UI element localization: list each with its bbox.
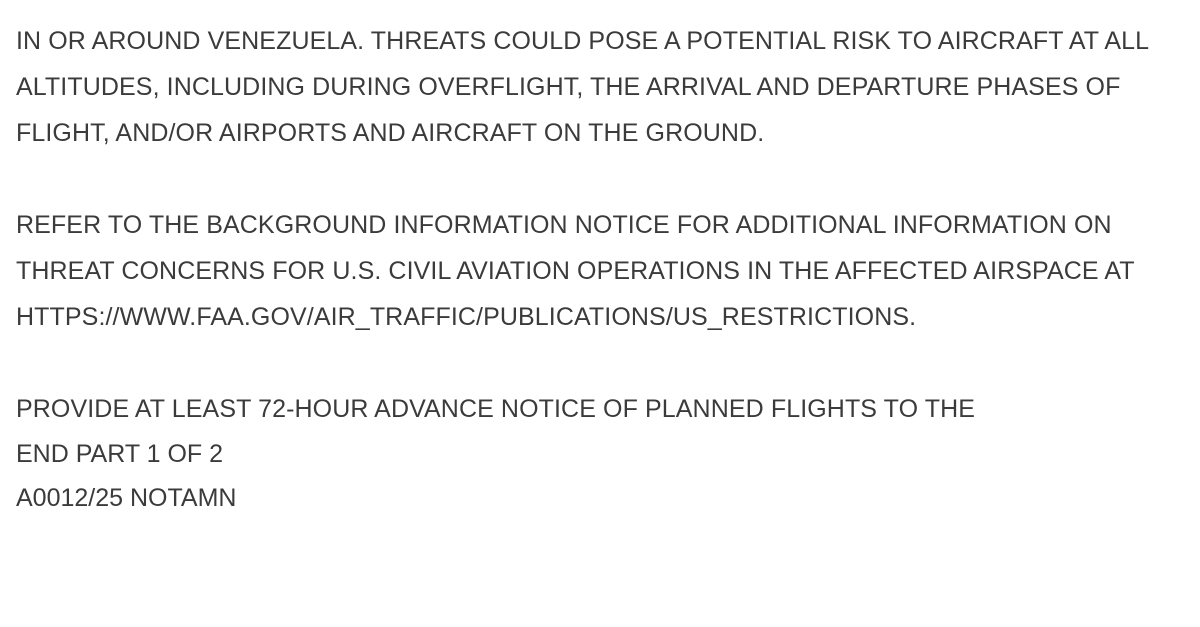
notam-paragraph-reference: REFER TO THE BACKGROUND INFORMATION NOTICE FOR ADDITIONAL INFORMATION ON THREAT CONCERNS FOR U.S. CIVIL AVIATION OPERATIONS IN THE AFFECTED AIRSPACE AT HTTPS://WWW.FAA.GOV/AIR_TRAFFIC/PUBLICATIONS/US_RESTRICTIONS. [16,211,1142,331]
notam-end-part-line: END PART 1 OF 2 [16,440,224,468]
notam-paragraph-notice: PROVIDE AT LEAST 72-HOUR ADVANCE NOTICE OF PLANNED FLIGHTS TO THE [16,395,976,423]
notam-paragraph-threat: IN OR AROUND VENEZUELA. THREATS COULD POSE A POTENTIAL RISK TO AIRCRAFT AT ALL ALTITUDES, INCLUDING DURING OVERFLIGHT, THE ARRIVAL AND DEPARTURE PHASES OF FLIGHT, AND/OR AIRPORTS AND AIRCRAFT ON THE GROUND. [16,27,1154,147]
notam-identifier-line: A0012/25 NOTAMN [16,484,237,512]
